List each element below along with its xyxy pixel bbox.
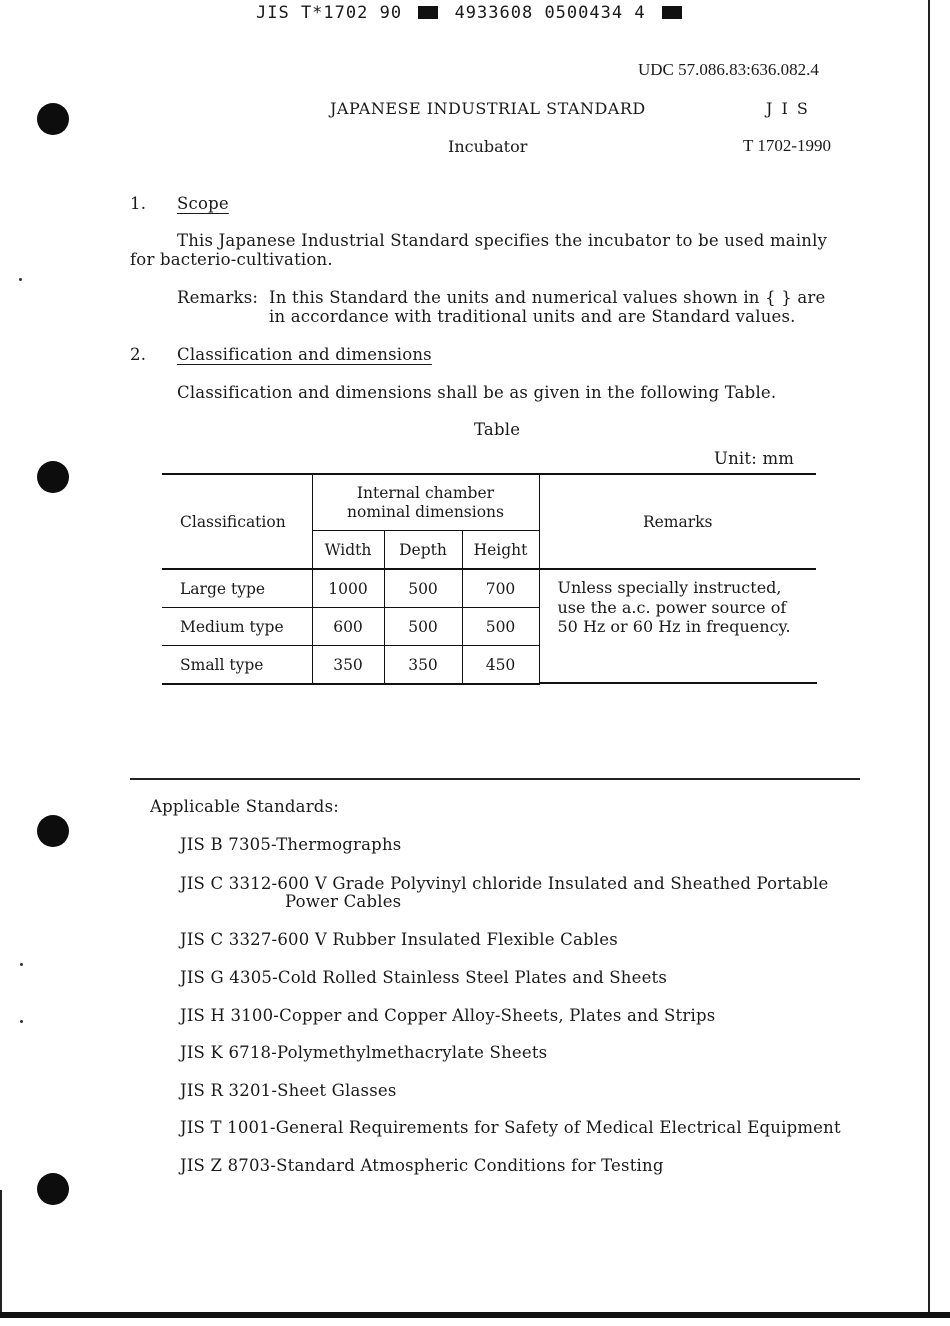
row-height: 700 bbox=[462, 569, 539, 608]
table-row bbox=[162, 569, 816, 608]
footnote-divider bbox=[130, 778, 860, 780]
black-block bbox=[418, 6, 438, 19]
classification-paragraph: Classification and dimensions shall be as given in the following Table. bbox=[177, 383, 777, 402]
header-internal-line: Internal chamber bbox=[356, 483, 495, 502]
standard-title: JAPANESE INDUSTRIAL STANDARD bbox=[330, 99, 646, 118]
applicable-item: JIS R 3201-Sheet Glasses bbox=[180, 1081, 397, 1100]
dimensions-table bbox=[162, 473, 816, 685]
row-type: Medium type bbox=[162, 608, 312, 646]
scan-speck bbox=[19, 278, 22, 281]
scan-frame-right bbox=[928, 0, 930, 1318]
punch-hole bbox=[37, 461, 69, 493]
doc-number: T 1702-1990 bbox=[743, 136, 831, 155]
remarks-label: Remarks: bbox=[177, 288, 259, 307]
doc-title: Incubator bbox=[448, 137, 528, 156]
section-number: 2. bbox=[130, 345, 147, 364]
row-height: 500 bbox=[462, 608, 539, 646]
applicable-item: JIS C 3327-600 V Rubber Insulated Flexible Cables bbox=[180, 930, 618, 949]
row-type: Large type bbox=[162, 569, 312, 608]
table-unit: Unit: mm bbox=[714, 449, 795, 468]
table-bottom-rule bbox=[539, 682, 817, 684]
header-internal-line: nominal dimensions bbox=[347, 502, 504, 521]
black-block bbox=[662, 6, 682, 19]
section-heading: Scope bbox=[177, 194, 229, 213]
header-internal-chamber bbox=[312, 474, 539, 531]
punch-hole bbox=[37, 815, 69, 847]
header-remarks: Remarks bbox=[539, 474, 816, 569]
remarks-line: use the a.c. power source of bbox=[557, 597, 787, 617]
row-depth: 500 bbox=[384, 608, 462, 646]
applicable-item: JIS G 4305-Cold Rolled Stainless Steel Plates and Sheets bbox=[180, 968, 668, 987]
header-code-text: JIS T*1702 90 bbox=[256, 3, 403, 23]
applicable-item: JIS B 7305-Thermographs bbox=[180, 835, 402, 854]
scope-paragraph: for bacterio-cultivation. bbox=[130, 250, 333, 269]
row-depth: 350 bbox=[384, 646, 462, 685]
row-width: 350 bbox=[312, 646, 384, 685]
row-width: 600 bbox=[312, 608, 384, 646]
row-width: 1000 bbox=[312, 569, 384, 608]
applicable-item: JIS H 3100-Copper and Copper Alloy-Sheets, Plates and Strips bbox=[180, 1006, 716, 1025]
header-height: Height bbox=[462, 531, 539, 570]
remarks-text: in accordance with traditional units and are Standard values. bbox=[269, 307, 796, 326]
header-classification: Classification bbox=[162, 474, 312, 569]
scan-speck bbox=[20, 1020, 23, 1023]
applicable-item-cont: Power Cables bbox=[285, 892, 402, 911]
scan-speck bbox=[20, 963, 23, 966]
remarks-line: 50 Hz or 60 Hz in frequency. bbox=[557, 617, 791, 636]
punch-hole bbox=[37, 103, 69, 135]
punch-hole bbox=[37, 1173, 69, 1205]
udc-code: UDC 57.086.83:636.082.4 bbox=[638, 60, 819, 79]
header-width: Width bbox=[312, 531, 384, 570]
section-heading: Classification and dimensions bbox=[177, 345, 432, 364]
scope-paragraph: This Japanese Industrial Standard specifies the incubator to be used mainly bbox=[177, 231, 828, 250]
jis-mark: J I S bbox=[766, 99, 810, 118]
remarks-cell bbox=[539, 569, 816, 684]
applicable-item: JIS C 3312-600 V Grade Polyvinyl chloride Insulated and Sheathed Portable bbox=[180, 874, 829, 893]
scan-bottom-bar bbox=[0, 1312, 950, 1318]
row-height: 450 bbox=[462, 646, 539, 685]
header-depth: Depth bbox=[384, 531, 462, 570]
scan-frame-left bbox=[0, 1190, 2, 1318]
applicable-title: Applicable Standards: bbox=[150, 797, 339, 816]
section-number: 1. bbox=[130, 194, 147, 213]
row-depth: 500 bbox=[384, 569, 462, 608]
table-caption: Table bbox=[474, 420, 521, 439]
applicable-item: JIS T 1001-General Requirements for Safety of Medical Electrical Equipment bbox=[180, 1118, 841, 1137]
remarks-text: In this Standard the units and numerical values shown in { } are bbox=[269, 288, 826, 307]
applicable-item: JIS Z 8703-Standard Atmospheric Conditions for Testing bbox=[180, 1156, 664, 1175]
row-type: Small type bbox=[162, 646, 312, 685]
header-code bbox=[256, 3, 682, 23]
applicable-item: JIS K 6718-Polymethylmethacrylate Sheets bbox=[180, 1043, 548, 1062]
remarks-line: Unless specially instructed, bbox=[557, 578, 782, 597]
header-code-text: 4933608 0500434 4 bbox=[454, 3, 646, 23]
